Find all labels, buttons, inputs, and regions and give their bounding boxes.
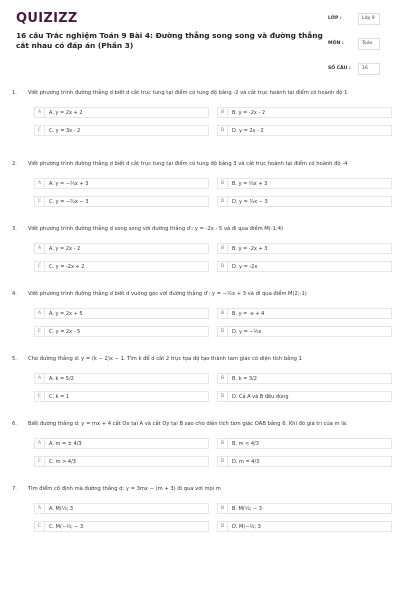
option-letter: C [35,522,45,531]
option-letter: B [218,374,228,383]
question-header [12,356,392,363]
answer-option-d[interactable] [217,521,392,532]
option-text: C. y = 2x - 5 [49,328,81,335]
option-letter: D [218,126,228,135]
question-header [12,421,392,428]
answer-option-a[interactable] [34,503,209,514]
meta-key: LỚP : [328,16,342,21]
quizizz-logo: QUIZIZZ [16,11,78,26]
answer-option-b[interactable] [217,178,392,189]
option-letter: C [35,392,45,401]
question [12,226,392,272]
option-text: C. y = −¾x − 3 [49,198,89,205]
question-text: Cho đường thẳng d: y = (k − 2)x − 1. Tìm k để d cắt 2 trục tọa độ tạo thành tam giác có diện tích bằng 1 [28,356,302,362]
question-number: 2. [12,161,17,167]
answer-option-c[interactable] [34,261,209,272]
answer-options [34,373,392,402]
option-letter: C [35,457,45,466]
answer-option-b[interactable] [217,503,392,514]
option-text: B. k = 3/2 [232,375,257,382]
question [12,90,392,136]
option-letter: B [218,108,228,117]
question-header [12,90,392,97]
answer-options [34,107,392,136]
option-text: A. y = 2x + 5 [49,310,83,317]
question-text: Viết phương trình đường thẳng d biết d cắt trục tung tại điểm có tung độ bằng 3 và cắt trục hoành tại điểm có hoành độ -4 [28,161,348,167]
question-number: 7. [12,486,17,492]
answer-options [34,178,392,207]
option-text: B. m < 4/3 [232,440,259,447]
option-text: D. y = -2x [232,263,258,270]
question-number: 1. [12,90,17,96]
meta-value: Lớp 9 [358,13,380,25]
option-letter: D [218,262,228,271]
question-header [12,486,392,493]
option-text: D. y = 2x - 2 [232,127,264,134]
option-text: D. y = −½x [232,328,262,335]
answer-option-c[interactable] [34,521,209,532]
option-letter: A [35,309,45,318]
option-letter: D [218,392,228,401]
option-text: A. M(⅓; 3 [49,505,74,512]
option-text: D. M(−⅓; 3 [232,523,261,530]
answer-option-c[interactable] [34,391,209,402]
option-letter: B [218,309,228,318]
option-text: A. k = 5/2 [49,375,74,382]
answer-options [34,503,392,532]
question-number: 3. [12,226,17,232]
option-letter: C [35,126,45,135]
answer-option-b[interactable] [217,438,392,449]
question [12,356,392,402]
answer-options [34,243,392,272]
option-letter: A [35,439,45,448]
answer-option-d[interactable] [217,261,392,272]
answer-option-d[interactable] [217,456,392,467]
answer-option-c[interactable] [34,196,209,207]
option-text: B. y = -2x - 2 [232,109,266,116]
answer-option-b[interactable] [217,243,392,254]
option-text: C. M(−⅓; − 3 [49,523,84,530]
answer-option-d[interactable] [217,125,392,136]
option-letter: B [218,179,228,188]
question-header [12,226,392,233]
answer-option-c[interactable] [34,326,209,337]
question-header [12,291,392,298]
option-text: C. m > 4/3 [49,458,76,465]
answer-option-d[interactable] [217,391,392,402]
question-text: Tìm điểm cố định mà đường thẳng d: y = 3mx − (m + 3) đi qua với mọi m [28,486,221,492]
answer-option-b[interactable] [217,373,392,384]
question-text: Viết phương trình đường thẳng d biết d vuông góc với đường thẳng d': y = −½x + 3 và đi qua điểm M(2;-1) [28,291,307,297]
answer-option-b[interactable] [217,107,392,118]
answer-options [34,308,392,337]
option-letter: B [218,504,228,513]
option-text: B. y = -x + 4 [232,310,265,317]
option-letter: A [35,179,45,188]
answer-option-b[interactable] [217,308,392,319]
option-letter: A [35,244,45,253]
worksheet-title: 16 câu Trắc nghiệm Toán 9 Bài 4: Đường thẳng song song và đường thẳng cắt nhau có đáp án (Phần 3) [16,31,323,50]
option-letter: D [218,327,228,336]
meta-panel [328,13,390,88]
answer-option-a[interactable] [34,178,209,189]
option-letter: C [35,197,45,206]
answer-option-c[interactable] [34,125,209,136]
option-text: B. M(⅓; − 3 [232,505,262,512]
question-header [12,161,392,168]
answer-option-a[interactable] [34,308,209,319]
answer-option-d[interactable] [217,196,392,207]
option-text: D. y = ¾x − 3 [232,198,268,205]
option-letter: D [218,457,228,466]
option-text: B. y = ⅔x + 3 [232,180,268,187]
answer-option-c[interactable] [34,456,209,467]
option-letter: D [218,522,228,531]
question-number: 6. [12,421,17,427]
question [12,421,392,467]
answer-option-a[interactable] [34,373,209,384]
option-letter: A [35,374,45,383]
option-letter: C [35,327,45,336]
meta-key: MÔN : [328,41,344,46]
question-list [12,90,392,550]
option-letter: B [218,244,228,253]
question [12,161,392,207]
option-letter: A [35,504,45,513]
question [12,291,392,337]
option-letter: A [35,108,45,117]
answer-option-a[interactable] [34,107,209,118]
answer-options [34,438,392,467]
answer-option-a[interactable] [34,243,209,254]
meta-row [328,13,390,38]
option-text: A. y = 2x + 2 [49,109,83,116]
answer-option-d[interactable] [217,326,392,337]
meta-row [328,63,390,88]
meta-value: Toán [358,38,380,50]
meta-row [328,38,390,63]
question-number: 4. [12,291,17,297]
question-text: Viết phương trình đường thẳng d biết d cắt trục tung tại điểm có tung độ bằng -2 và cắt trục hoành tại điểm có hoành độ 1 [28,90,348,96]
option-text: C. k = 1 [49,393,70,400]
answer-option-a[interactable] [34,438,209,449]
option-text: C. y = -2x + 2 [49,263,85,270]
option-text: B. y = -2x + 3 [232,245,268,252]
option-letter: B [218,439,228,448]
option-text: D. Cả A và B đều đúng [232,393,289,400]
question-number: 5. [12,356,17,362]
option-letter: C [35,262,45,271]
option-letter: D [218,197,228,206]
option-text: C. y = 3x - 2 [49,127,81,134]
meta-value: 16 [358,63,380,75]
option-text: A. m = ± 4/3 [49,440,82,447]
question-text: Viết phương trình đường thẳng d song song với đường thẳng d': y = -2x - 5 và đi qua điểm M(-1;4) [28,226,284,232]
question [12,486,392,532]
option-text: D. m = 4/3 [232,458,260,465]
meta-key: SỐ CÂU : [328,66,351,71]
question-text: Biết đường thẳng d: y = mx + 4 cắt Ox tại A và cắt Oy tại B sao cho diện tích tam giác OAB bằng 6. Khi đó giá trị của m là: [28,421,348,427]
option-text: A. y = 2x - 2 [49,245,81,252]
option-text: A. y = −¾x + 3 [49,180,89,187]
